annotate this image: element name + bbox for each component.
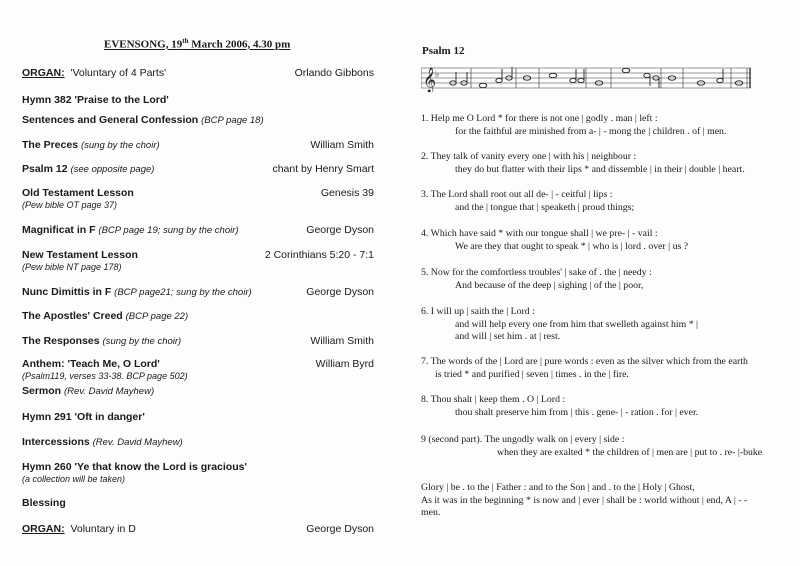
item-reading: Genesis 39 [320,187,374,199]
verse-line: and will help every one from him that swelleth against him * | [455,318,699,330]
gloria-line: As it was in the beginning * is now and | ever | shall be : world without | end, A | - - [421,494,748,506]
item-subnote: (Pew bible NT page 178) [22,262,122,272]
item-title: Sentences and General Confession [22,114,199,126]
order-item-hymn-382 [22,94,374,107]
verse-line: 6. I will up | saith the | Lord : [421,306,535,317]
gloria-line: Glory | be . to the | Father : and to the Son | and . to the | Holy | Ghost, [421,482,695,493]
psalm-verse [421,228,791,253]
item-title: New Testament Lesson [22,249,138,261]
item-note: (sung by the choir) [80,140,160,151]
service-heading [104,37,290,51]
item-note: (Rev. David Mayhew) [92,437,183,448]
order-item-hymn-260 [22,461,374,485]
order-item-nunc-dimittis [22,286,374,299]
psalm-verse [421,356,791,381]
verse-line: for the faithful are minished from a- | - mong the | children . of | men. [455,125,727,137]
verse-line: 8. Thou shalt | keep them . O | Lord : [421,394,566,405]
verse-line: 2. They talk of vanity every one | with his | neighbour : [421,151,637,162]
gloria-line: men. [421,507,441,518]
item-note: (Rev. David Mayhew) [64,386,155,397]
item-subnote: (Pew bible OT page 37) [22,200,118,210]
verse-line: is tried * and purified | seven | times . in the | fire. [435,368,629,380]
item-title: Anthem: 'Teach Me, O Lord' [22,358,160,370]
psalm-verse [421,189,791,214]
item-title: Psalm 12 [22,163,68,175]
psalm-verse [421,267,791,292]
verse-line: We are they that ought to speak * | who is | lord . over | us ? [455,240,689,252]
verse-line: 5. Now for the comfortless troubles' | sake of . the | needy : [421,267,652,278]
verse-line: when they are exalted * the children of | men are | put to . re- |-buke [497,446,763,458]
item-composer: William Smith [310,139,374,151]
order-item-organ-prelude [22,67,374,80]
verse-line: 7. The words of the | Lord are | pure words : even as the silver which from the earth [421,356,748,367]
item-subnote: (Psalm119, verses 33-38. BCP page 502) [22,371,188,381]
verse-line: 4. Which have said * with our tongue shall | we pre- | - vail : [421,228,658,239]
verse-line: 1. Help me O Lord * for there is not one | godly . man | left : [421,113,658,124]
item-note: (BCP page 22) [125,311,189,322]
psalm-verse [421,394,791,419]
order-item-sentences [22,114,374,127]
item-composer: Orlando Gibbons [294,67,374,79]
item-title: The Apostles' Creed [22,310,123,322]
verse-line: 3. The Lord shall root out all de- | - ceitful | lips : [421,189,613,200]
organ-label: ORGAN: [22,523,65,535]
item-composer: George Dyson [306,523,374,535]
heading-text: EVENSONG, 19 [104,38,183,51]
item-note: (BCP page 19; sung by the choir) [98,225,239,236]
item-title: Intercessions [22,436,90,448]
item-title: 'Voluntary of 4 Parts' [70,67,167,79]
item-note: (sung by the choir) [102,336,182,347]
order-item-anthem [22,358,374,382]
order-item-blessing [22,497,374,510]
item-title: Hymn 260 'Ye that know the Lord is gracious' [22,461,247,473]
item-title: Magnificat in F [22,224,96,236]
item-title: Blessing [22,497,66,509]
psalm-verse [421,151,791,176]
verse-line: they do but flatter with their lips * and dissemble | in their | double | heart. [455,163,745,175]
item-composer: George Dyson [306,224,374,236]
verse-line: 9 (second part). The ungodly walk on | every | side : [421,434,625,445]
order-item-organ-postlude [22,523,374,536]
verse-line: and the | tongue that | speaketh | proud things; [455,201,635,213]
order-item-ot-lesson [22,187,374,211]
item-title: Hymn 382 'Praise to the Lord' [22,94,169,106]
verse-line: thou shalt preserve him from | this . gene- | - ration . for | ever. [455,406,699,418]
order-item-responses [22,335,374,348]
item-note: (see opposite page) [70,164,155,175]
flat-icon: ♭ [435,70,440,80]
item-note: (BCP page21; sung by the choir) [114,287,252,298]
item-title: Hymn 291 'Oft in danger' [22,411,145,423]
treble-clef-icon: 𝄞 [423,68,437,92]
item-note: (BCP page 18) [201,115,264,126]
order-item-preces [22,139,374,152]
order-item-nt-lesson [22,249,374,273]
item-title: The Preces [22,139,79,151]
order-item-psalm [22,163,374,176]
item-title: Nunc Dimittis in F [22,286,112,298]
item-composer: William Smith [310,335,374,347]
item-reading: 2 Corinthians 5:20 - 7:1 [264,249,374,261]
item-composer: George Dyson [306,286,374,298]
item-title: Voluntary in D [70,523,136,535]
item-title: Sermon [22,385,62,397]
order-item-creed [22,310,374,323]
psalm-title: Psalm 12 [422,45,465,57]
psalm-verse [421,306,791,344]
psalm-verse [421,113,791,138]
item-title: Old Testament Lesson [22,187,134,199]
order-item-sermon [22,385,374,398]
item-composer: William Byrd [315,358,374,370]
heading-date-time: March 2006, 4.30 pm [188,38,291,51]
verse-line: and will | set him . at | rest. [455,331,561,342]
item-title: The Responses [22,335,100,347]
verse-line: And because of the deep | sighing | of the | poor, [455,279,644,291]
item-composer: chant by Henry Smart [272,163,374,175]
chant-music-staff [421,64,751,92]
order-item-intercessions [22,436,374,449]
item-subnote: (a collection will be taken) [22,474,126,484]
gloria-patri [421,482,793,520]
order-item-hymn-291 [22,411,374,424]
order-item-magnificat [22,224,374,237]
psalm-verse [421,434,791,459]
organ-label: ORGAN: [22,67,65,79]
heading-superscript: th [182,37,189,45]
